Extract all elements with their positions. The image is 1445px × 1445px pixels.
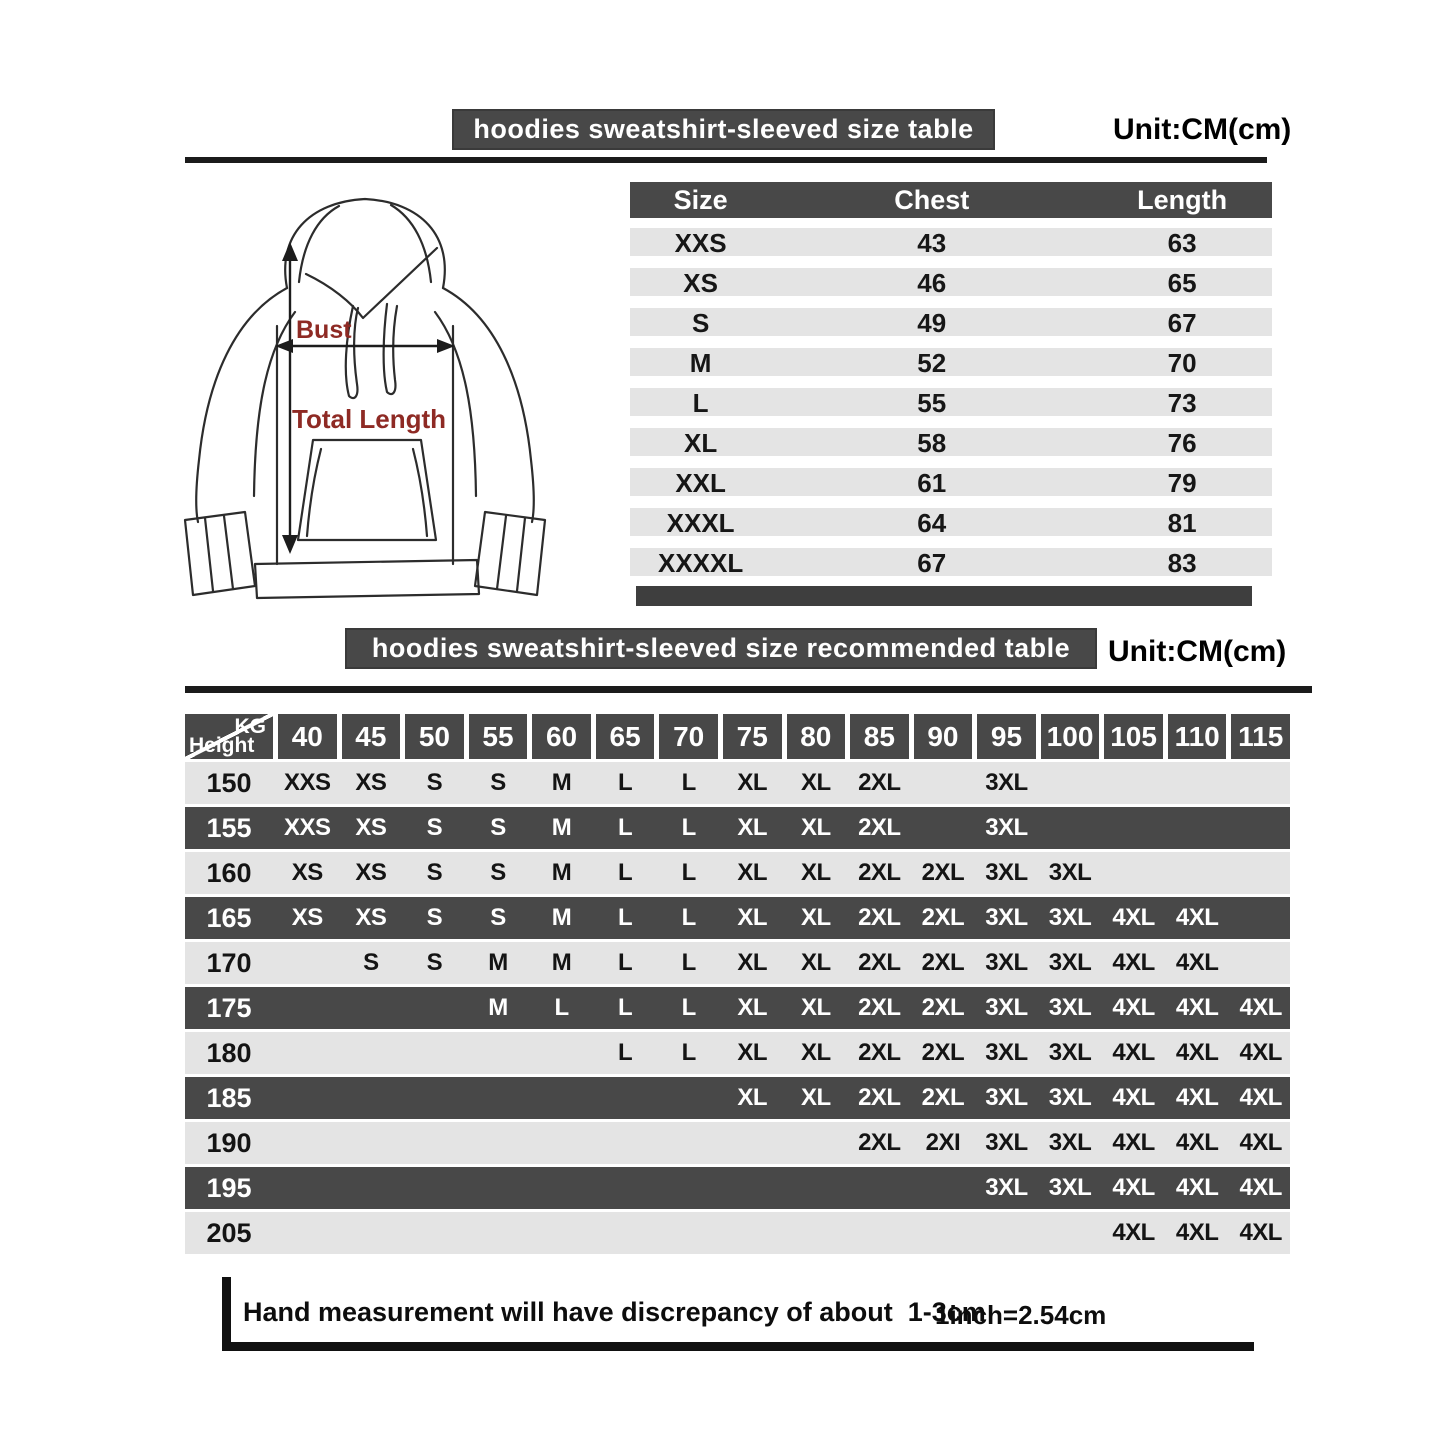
size-recommendation-cell: 3XL <box>985 769 1028 796</box>
size-recommendation-cell: 3XL <box>985 1084 1028 1111</box>
kg-height-corner-cell <box>185 714 273 759</box>
size-recommendation-cell: 3XL <box>985 1174 1028 1201</box>
length-cell: 76 <box>1167 428 1197 458</box>
size-recommendation-cell: L <box>618 949 633 976</box>
size-recommendation-cell: L <box>681 904 696 931</box>
chest-cell: 67 <box>917 548 947 578</box>
size-recommendation-cell: L <box>618 859 633 886</box>
size-recommendation-cell: 3XL <box>1048 904 1092 931</box>
size-cell: XL <box>684 428 718 458</box>
size-recommendation-cell: S <box>490 904 506 931</box>
size-recommendation-cell: 4XL <box>1239 1129 1282 1156</box>
size-recommendation-cell: S <box>490 859 506 886</box>
length-cell: 81 <box>1167 508 1197 538</box>
size-recommendation-cell: XL <box>800 859 831 886</box>
height-label: 195 <box>206 1172 252 1203</box>
length-cell: 63 <box>1167 228 1197 258</box>
recommended-table-header-row <box>185 714 1290 759</box>
size-recommendation-cell: 4XL <box>1112 1084 1155 1111</box>
size-recommendation-cell: L <box>618 994 633 1021</box>
size-recommendation-cell: 3XL <box>985 859 1028 886</box>
total-length-label: Total Length <box>292 404 447 434</box>
recommended-row-205 <box>185 1212 1290 1254</box>
height-label: 150 <box>206 767 252 798</box>
size-table-header-chest: Chest <box>894 184 970 215</box>
size-table-row <box>630 508 1272 536</box>
size-recommendation-cell: 2XL <box>858 814 901 841</box>
size-recommendation-cell: L <box>554 994 569 1021</box>
size-recommendation-cell: 2XL <box>921 949 965 976</box>
size-table-header-size: Size <box>673 184 728 215</box>
size-recommendation-cell: XL <box>800 769 831 796</box>
chest-cell: 43 <box>917 228 947 258</box>
size-recommendation-cell: 3XL <box>985 949 1028 976</box>
size-recommendation-cell: XL <box>737 814 768 841</box>
height-label: 180 <box>206 1037 252 1068</box>
size-recommendation-cell: 4XL <box>1239 1039 1282 1066</box>
size-recommendation-cell: XS <box>355 904 387 931</box>
recommended-table-body <box>185 762 1290 1254</box>
size-recommendation-cell: 4XL <box>1112 1039 1155 1066</box>
size-table-row <box>630 228 1272 256</box>
recommended-row-180 <box>185 1032 1290 1074</box>
hoodie-measurement-diagram <box>163 188 608 620</box>
kg-header-55: 55 <box>469 714 528 759</box>
recommended-table-title-bar <box>345 628 1097 669</box>
size-recommendation-cell: 2XL <box>858 769 901 796</box>
height-label: 185 <box>206 1082 252 1113</box>
kg-header-110: 110 <box>1168 714 1227 759</box>
size-recommendation-cell: L <box>681 769 696 796</box>
size-recommendation-cell: XL <box>800 949 831 976</box>
size-recommendation-cell: 2XL <box>921 1084 965 1111</box>
footnote-underline <box>222 1342 1254 1351</box>
kg-header-95: 95 <box>977 714 1036 759</box>
kg-header-90: 90 <box>914 714 973 759</box>
size-recommendation-cell: L <box>618 904 633 931</box>
kg-header-100: 100 <box>1041 714 1100 759</box>
size-recommendation-cell: S <box>426 949 443 976</box>
size-recommendation-cell: M <box>551 769 572 796</box>
recommended-row-160 <box>185 852 1290 894</box>
chest-cell: 49 <box>917 308 947 338</box>
size-recommendation-cell: 2XL <box>858 1084 901 1111</box>
size-recommendation-cell: 4XL <box>1112 1174 1155 1201</box>
size-recommendation-cell: XL <box>800 814 831 841</box>
size-recommendation-cell: S <box>426 904 443 931</box>
size-recommendation-cell: XS <box>355 769 387 796</box>
recommended-row-155 <box>185 807 1290 849</box>
size-recommendation-cell: L <box>681 814 696 841</box>
length-cell: 65 <box>1167 268 1197 298</box>
size-recommendation-cell: M <box>488 994 508 1021</box>
size-recommendation-cell: 3XL <box>1048 1039 1092 1066</box>
size-recommendation-cell: XS <box>355 814 387 841</box>
length-cell: 73 <box>1167 388 1197 418</box>
height-label: 155 <box>206 812 252 843</box>
kg-header-75: 75 <box>723 714 782 759</box>
size-table-header-row <box>630 182 1272 218</box>
kg-header-70: 70 <box>659 714 718 759</box>
length-cell: 67 <box>1167 308 1197 338</box>
size-recommendation-cell: 4XL <box>1239 994 1282 1021</box>
size-recommendation-cell: 2XL <box>858 994 901 1021</box>
drawstring-right <box>384 304 397 394</box>
size-recommendation-cell: S <box>490 769 506 796</box>
size-cell: M <box>689 348 712 378</box>
size-cell: XXXL <box>666 508 735 538</box>
kg-header-40: 40 <box>278 714 337 759</box>
size-recommendation-cell: L <box>681 1039 696 1066</box>
chest-cell: 55 <box>917 388 947 418</box>
kg-header-60: 60 <box>532 714 591 759</box>
size-recommendation-cell: XL <box>800 1039 831 1066</box>
size-recommendation-cell: S <box>490 814 506 841</box>
size-recommendation-cell: XS <box>355 859 387 886</box>
size-recommendation-cell: 4XL <box>1112 1129 1155 1156</box>
size-recommendation-cell: 4XL <box>1239 1219 1282 1246</box>
kg-header-80: 80 <box>787 714 846 759</box>
size-recommendation-cell: 4XL <box>1175 1174 1219 1201</box>
kg-header-85: 85 <box>850 714 909 759</box>
size-recommendation-cell: 4XL <box>1175 904 1219 931</box>
kg-header-65: 65 <box>596 714 655 759</box>
size-recommendation-cell: XL <box>737 769 768 796</box>
size-table-row <box>630 348 1272 376</box>
size-recommendation-cell: M <box>551 904 572 931</box>
size-cell: XS <box>683 268 718 298</box>
size-table <box>630 182 1272 606</box>
size-table-row <box>630 268 1272 296</box>
size-recommendation-cell: M <box>488 949 508 976</box>
size-recommendation-cell: L <box>618 769 633 796</box>
size-recommendation-cell: 4XL <box>1239 1174 1282 1201</box>
size-recommendation-cell: 2XL <box>921 859 965 886</box>
height-label: 190 <box>206 1127 252 1158</box>
kg-header-50: 50 <box>405 714 464 759</box>
size-recommendation-cell: XL <box>800 904 831 931</box>
size-recommendation-cell: 2XL <box>858 1129 901 1156</box>
size-table-row <box>630 468 1272 496</box>
size-recommendation-cell: M <box>551 814 572 841</box>
recommended-row-170 <box>185 942 1290 984</box>
height-label: 160 <box>206 857 252 888</box>
size-recommendation-cell: XL <box>737 904 768 931</box>
size-recommendation-cell: XL <box>737 949 768 976</box>
recommended-table <box>185 714 1290 1254</box>
size-recommendation-cell: 4XL <box>1112 994 1155 1021</box>
size-cell: XXS <box>674 228 727 258</box>
size-recommendation-cell: XS <box>291 859 323 886</box>
chest-cell: 61 <box>917 468 947 498</box>
size-recommendation-cell: 3XL <box>1048 949 1092 976</box>
kg-header-105: 105 <box>1104 714 1163 759</box>
size-recommendation-cell: 3XL <box>1048 1084 1092 1111</box>
unit-label-bottom: Unit:CM(cm) <box>1108 634 1287 668</box>
size-recommendation-cell: 4XL <box>1175 1219 1219 1246</box>
size-recommendation-cell: XL <box>737 1084 768 1111</box>
size-recommendation-cell: 3XL <box>1048 994 1092 1021</box>
recommended-row-150 <box>185 762 1290 804</box>
chest-cell: 52 <box>917 348 947 378</box>
size-recommendation-cell: XS <box>291 904 323 931</box>
size-recommendation-cell: XL <box>737 994 768 1021</box>
footnote-text: Hand measurement will have discrepancy of about 1-3cm <box>243 1297 986 1327</box>
size-recommendation-cell: 4XL <box>1112 949 1155 976</box>
size-recommendation-cell: 4XL <box>1175 1039 1219 1066</box>
size-recommendation-cell: L <box>618 1039 633 1066</box>
footnote-left-bar <box>222 1277 231 1351</box>
unit-label-top: Unit:CM(cm) <box>1113 112 1292 146</box>
length-cell: 83 <box>1167 548 1197 578</box>
height-label: 165 <box>206 902 252 933</box>
size-recommendation-cell: 3XL <box>1048 1174 1092 1201</box>
size-recommendation-cell: 2XL <box>858 859 901 886</box>
inch-conversion-label: 1inch=2.54cm <box>935 1300 1107 1330</box>
size-table-footer-bar <box>636 586 1252 606</box>
size-recommendation-cell: 2XL <box>858 904 901 931</box>
size-recommendation-cell: 2XL <box>921 904 965 931</box>
recommended-row-190 <box>185 1122 1290 1164</box>
kg-header-115: 115 <box>1231 714 1290 759</box>
recommended-table-title: hoodies sweatshirt-sleeved size recommended table <box>371 633 1071 663</box>
height-label: 170 <box>206 947 252 978</box>
recommended-row-165 <box>185 897 1290 939</box>
size-cell: XXL <box>675 468 726 498</box>
size-recommendation-cell: 3XL <box>985 1039 1028 1066</box>
size-recommendation-cell: L <box>681 859 696 886</box>
size-recommendation-cell: 2XL <box>858 949 901 976</box>
size-recommendation-cell: 2XI <box>925 1129 961 1156</box>
size-recommendation-cell: XXS <box>284 769 331 796</box>
size-recommendation-cell: 4XL <box>1239 1084 1282 1111</box>
size-recommendation-cell: L <box>618 814 633 841</box>
size-recommendation-cell: S <box>426 814 443 841</box>
size-recommendation-cell: L <box>681 994 696 1021</box>
size-cell: XXXXL <box>657 548 744 578</box>
size-recommendation-cell: 4XL <box>1112 904 1155 931</box>
size-recommendation-cell: M <box>551 859 572 886</box>
size-recommendation-cell: XL <box>800 1084 831 1111</box>
size-recommendation-cell: 3XL <box>1048 859 1092 886</box>
size-recommendation-cell: 2XL <box>921 994 965 1021</box>
size-table-header-length: Length <box>1137 184 1228 215</box>
height-label: 175 <box>206 992 252 1023</box>
length-cell: 70 <box>1167 348 1197 378</box>
size-recommendation-cell: 3XL <box>1048 1129 1092 1156</box>
size-recommendation-cell: 4XL <box>1112 1219 1155 1246</box>
pocket <box>298 440 436 540</box>
chest-cell: 58 <box>917 428 947 458</box>
size-recommendation-cell: 4XL <box>1175 1084 1219 1111</box>
size-table-row <box>630 388 1272 416</box>
size-recommendation-cell: S <box>426 859 443 886</box>
size-table-row <box>630 428 1272 456</box>
size-recommendation-cell: 3XL <box>985 1129 1028 1156</box>
size-table-body <box>630 228 1272 576</box>
size-recommendation-cell: 3XL <box>985 904 1028 931</box>
size-recommendation-cell: XL <box>737 859 768 886</box>
kg-header-45: 45 <box>342 714 401 759</box>
size-table-row <box>630 308 1272 336</box>
size-recommendation-cell: L <box>681 949 696 976</box>
hoodie-outline <box>185 199 545 598</box>
size-recommendation-cell: XL <box>800 994 831 1021</box>
recommended-row-195 <box>185 1167 1290 1209</box>
size-recommendation-cell: 2XL <box>858 1039 901 1066</box>
size-recommendation-cell: XL <box>737 1039 768 1066</box>
size-recommendation-cell: 4XL <box>1175 1129 1219 1156</box>
length-cell: 79 <box>1167 468 1197 498</box>
divider-bottom <box>185 686 1312 693</box>
size-recommendation-cell: XXS <box>284 814 331 841</box>
size-recommendation-cell: 2XL <box>921 1039 965 1066</box>
size-table-title-bar <box>452 109 995 150</box>
corner-kg-label: KG <box>234 715 266 738</box>
recommended-row-185 <box>185 1077 1290 1119</box>
size-recommendation-cell: 3XL <box>985 814 1028 841</box>
size-recommendation-cell: S <box>363 949 379 976</box>
size-cell: L <box>692 388 709 418</box>
size-recommendation-cell: 4XL <box>1175 949 1219 976</box>
divider-top <box>185 157 1267 163</box>
bust-label: Bust <box>296 316 352 344</box>
recommended-row-175 <box>185 987 1290 1029</box>
size-recommendation-cell: S <box>426 769 443 796</box>
size-recommendation-cell: 4XL <box>1175 994 1219 1021</box>
height-label: 205 <box>206 1217 252 1248</box>
corner-height-label: Height <box>189 734 255 757</box>
chest-cell: 46 <box>917 268 947 298</box>
size-cell: S <box>691 308 710 338</box>
size-recommendation-cell: 3XL <box>985 994 1028 1021</box>
chest-cell: 64 <box>917 508 947 538</box>
size-recommendation-cell: M <box>551 949 572 976</box>
size-table-row <box>630 548 1272 576</box>
size-table-title: hoodies sweatshirt-sleeved size table <box>473 114 974 144</box>
